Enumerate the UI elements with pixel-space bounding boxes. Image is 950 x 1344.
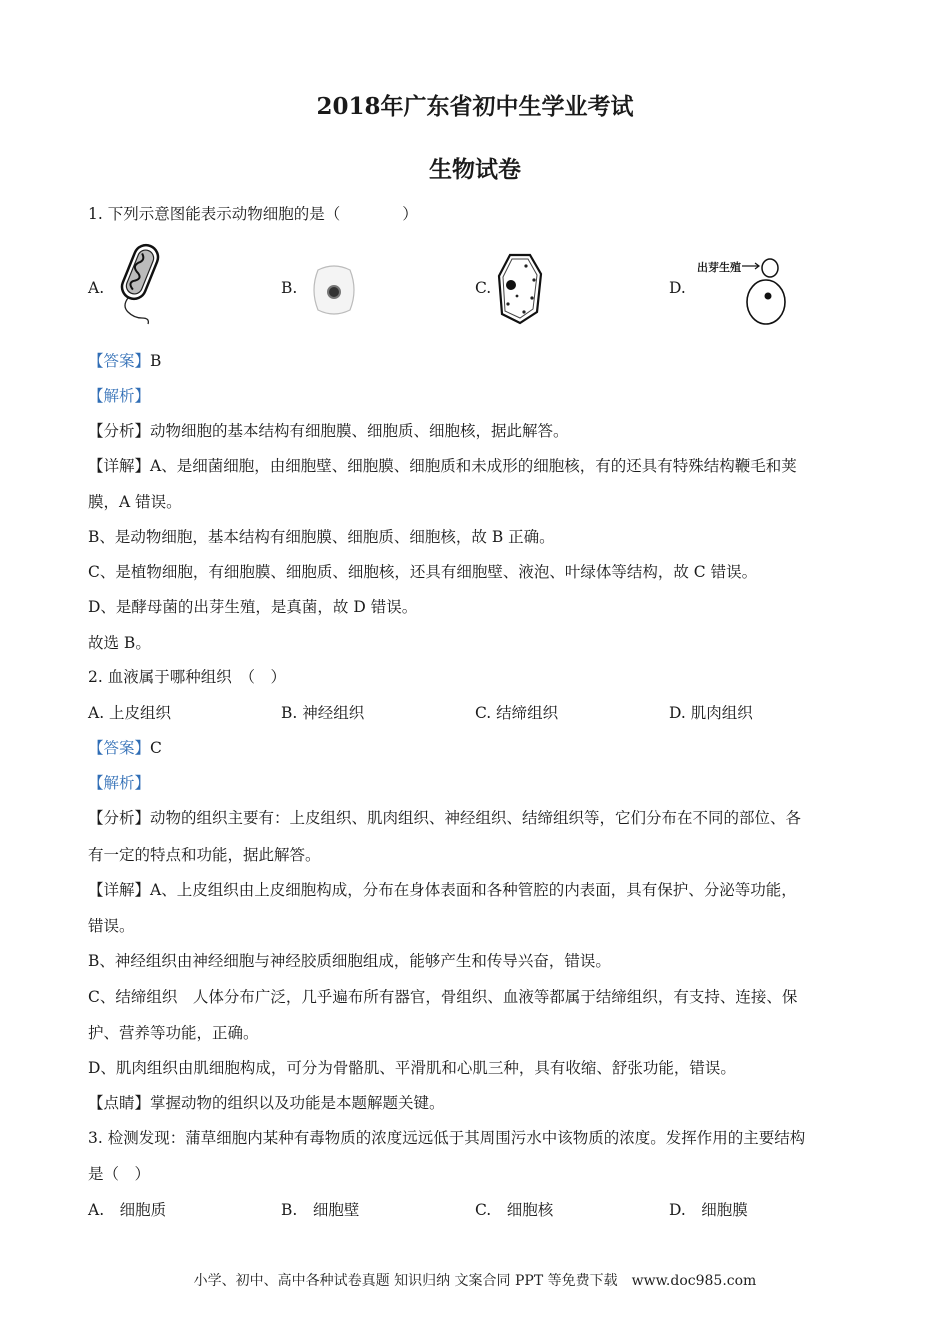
xiangjie-text: A、上皮组织由上皮细胞构成，分布在身体表面和各种管腔的内表面，具有保护、分泌等功能，	[150, 881, 797, 899]
q2-xiangjie-line	[88, 880, 797, 900]
q2-option-d: D. 肌肉组织	[669, 704, 753, 722]
q2-option-a: A. 上皮组织	[88, 704, 172, 722]
q1-stem: 1. 下列示意图能表示动物细胞的是（ ）	[88, 205, 418, 223]
answer-value: C	[150, 739, 162, 757]
q3-option-b: B. 细胞壁	[281, 1201, 360, 1219]
q2-fenxi-cont: 有一定的特点和功能，据此解答。	[88, 846, 321, 864]
q2-dianjing-line	[88, 1093, 445, 1113]
q2-line-b: B、神经组织由神经细胞与神经胶质细胞组成，能够产生和传导兴奋，错误。	[88, 952, 611, 970]
q1-line-d: D、是酵母菌的出芽生殖，是真菌，故 D 错误。	[88, 598, 418, 616]
exam-title: 2018年广东省初中生学业考试	[316, 93, 634, 120]
q1-line-c: C、是植物细胞，有细胞膜、细胞质、细胞核，还具有细胞壁、液泡、叶绿体等结构，故 C 错误。	[88, 563, 758, 581]
q1-fenxi-line	[88, 421, 569, 441]
q1-conclusion: 故选 B。	[88, 634, 151, 652]
q2-xiangjie-cont: 错误。	[88, 917, 135, 935]
fenxi-text: 动物细胞的基本结构有细胞膜、细胞质、细胞核，据此解答。	[150, 422, 569, 440]
answer-value: B	[150, 352, 162, 370]
q3-stem: 3. 检测发现：蒲草细胞内某种有毒物质的浓度远远低于其周围污水中该物质的浓度。发挥作用的主要结构	[88, 1129, 806, 1147]
q1-option-d-label: D.	[669, 279, 686, 297]
q2-stem: 2. 血液属于哪种组织 （ ）	[88, 668, 286, 686]
q2-line-c1: C、结缔组织 人体分布广泛，几乎遍布所有器官，骨组织、血液等都属于结缔组织，有支持、连接、保	[88, 988, 798, 1006]
q2-fenxi-line	[88, 808, 801, 828]
fenxi-tag: 【分析】	[88, 422, 151, 440]
q1-option-a-label: A.	[88, 279, 105, 297]
dianjing-tag: 【点睛】	[88, 1094, 151, 1112]
q2-line-d: D、肌肉组织由肌细胞构成，可分为骨骼肌、平滑肌和心肌三种，具有收缩、舒张功能，错误。	[88, 1059, 736, 1077]
page-footer: 小学、初中、高中各种试卷真题 知识归纳 文案合同 PPT 等免费下载 www.doc985.com	[193, 1273, 757, 1289]
q3-option-c: C. 细胞核	[475, 1201, 554, 1219]
q2-option-c: C. 结缔组织	[475, 704, 559, 722]
q1-option-b-label: B.	[281, 279, 298, 297]
bacterium-cell-image	[112, 240, 164, 328]
answer-tag: 【答案】	[88, 739, 151, 757]
animal-cell-image	[308, 262, 360, 318]
q2-option-b: B. 神经组织	[281, 704, 365, 722]
q2-answer-line	[88, 738, 162, 758]
q2-line-c2: 护、营养等功能，正确。	[88, 1024, 259, 1042]
q3-option-d: D. 细胞膜	[669, 1201, 748, 1219]
q2-analysis-tag: 【解析】	[88, 774, 151, 792]
budding-label: 出芽生殖	[697, 261, 741, 274]
q3-option-a: A. 细胞质	[88, 1201, 167, 1219]
exam-subtitle: 生物试卷	[429, 156, 521, 183]
q1-line-b: B、是动物细胞，基本结构有细胞膜、细胞质、细胞核，故 B 正确。	[88, 528, 555, 546]
xiangjie-tag: 【详解】	[88, 881, 151, 899]
xiangjie-text: A、是细菌细胞，由细胞壁、细胞膜、细胞质和未成形的细胞核，有的还具有特殊结构鞭毛和荚	[150, 457, 797, 475]
q1-answer-line	[88, 351, 161, 371]
xiangjie-tag: 【详解】	[88, 457, 151, 475]
fenxi-tag: 【分析】	[88, 809, 151, 827]
q3-stem-cont: 是（ ）	[88, 1165, 151, 1183]
q1-xiangjie-line	[88, 456, 797, 476]
fenxi-text: 动物的组织主要有：上皮组织、肌肉组织、神经组织、结缔组织等，它们分布在不同的部位、各	[150, 809, 802, 827]
q1-option-c-label: C.	[475, 279, 492, 297]
answer-tag: 【答案】	[88, 352, 151, 370]
dianjing-text: 掌握动物的组织以及功能是本题解题关键。	[150, 1094, 445, 1112]
yeast-cell-image	[742, 256, 790, 328]
plant-cell-image	[496, 252, 544, 326]
q1-analysis-tag: 【解析】	[88, 387, 151, 405]
q1-xiangjie-cont: 膜，A 错误。	[88, 493, 182, 511]
